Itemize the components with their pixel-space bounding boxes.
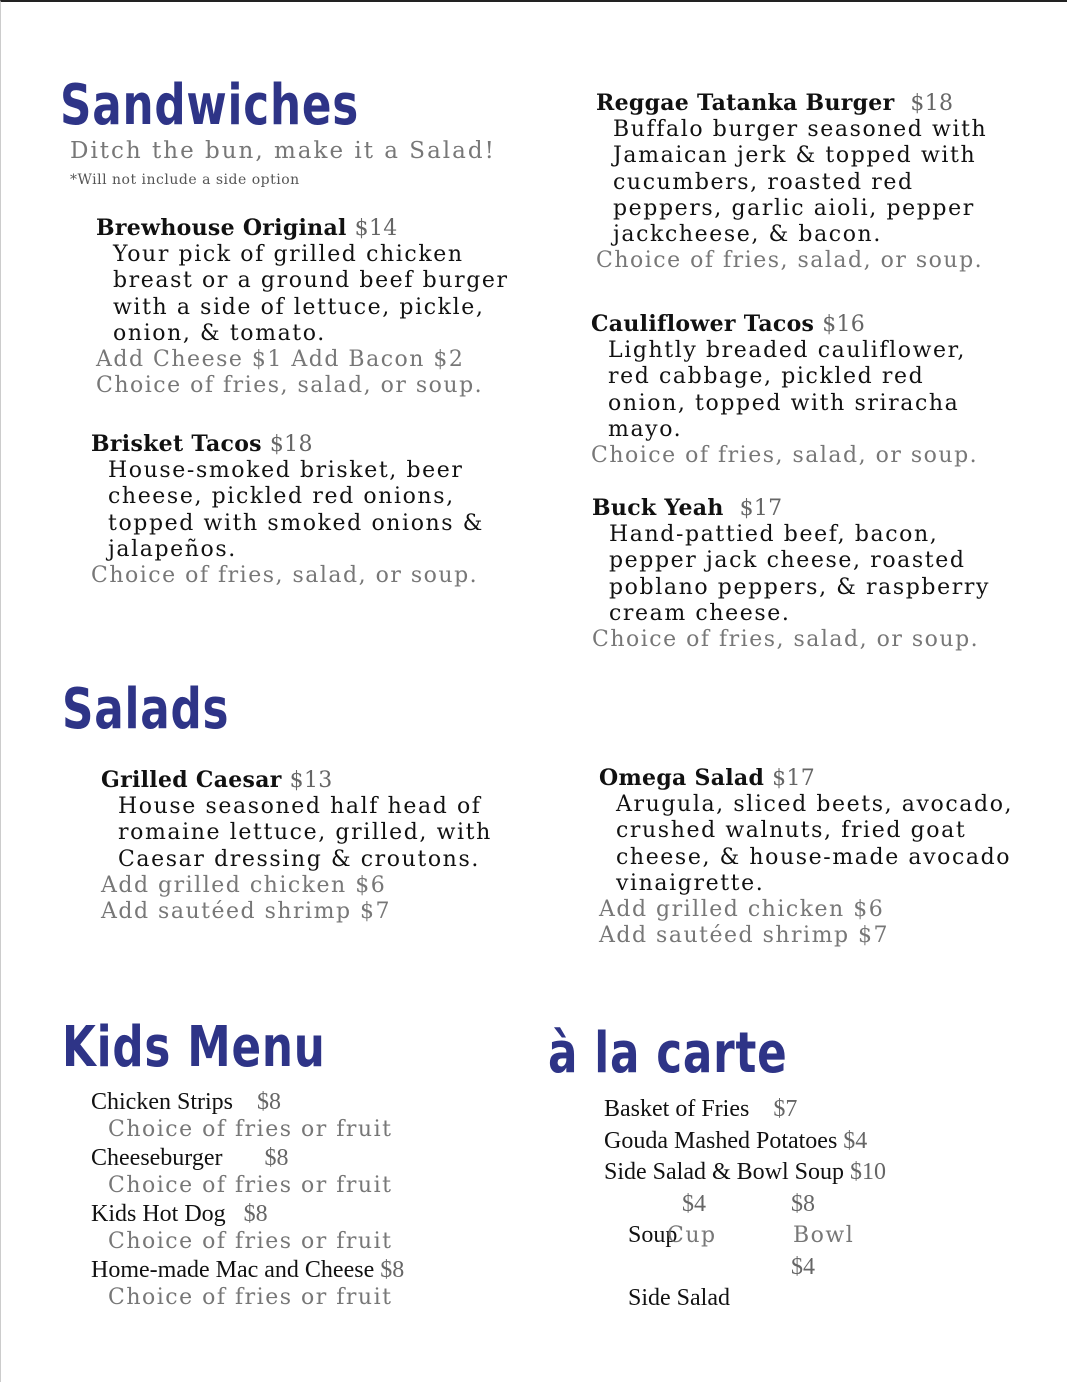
item-addon: Add sautéed shrimp $7 bbox=[599, 923, 890, 949]
item-side-choice: Choice of fries, salad, or soup. bbox=[96, 373, 484, 399]
item-side-choice: Choice of fries, salad, or soup. bbox=[592, 627, 980, 653]
item-addons: Add Cheese $1 Add Bacon $2 bbox=[96, 347, 465, 373]
description-line: cream cheese. bbox=[609, 600, 791, 626]
soup-bowl-label: Bowl bbox=[793, 1223, 855, 1248]
description-line: Buffalo burger seasoned with bbox=[613, 117, 988, 142]
description-line: cheese, pickled red onions, bbox=[108, 484, 455, 510]
soup-bowl-price: $8 bbox=[791, 1190, 815, 1217]
kids-item-title bbox=[91, 1088, 404, 1116]
item-side-choice: Choice of fries, salad, or soup. bbox=[596, 248, 984, 274]
soup-size-labels bbox=[604, 1220, 886, 1252]
item-price: $14 bbox=[354, 216, 398, 241]
item-description bbox=[96, 242, 509, 347]
item-title bbox=[591, 311, 978, 338]
salads-heading: Salads bbox=[62, 677, 230, 742]
item-addon: Add sautéed shrimp $7 bbox=[101, 898, 392, 924]
description-line: red cabbage, pickled red bbox=[608, 364, 925, 390]
item-side-choice: Choice of fries, salad, or soup. bbox=[591, 443, 979, 469]
description-line: cucumbers, roasted red bbox=[613, 169, 914, 195]
item-description bbox=[596, 117, 987, 248]
soup-cup-price: $4 bbox=[682, 1190, 706, 1217]
kids-item-chicken-strips bbox=[91, 1088, 404, 1144]
description-line: breast or a ground beef burger bbox=[113, 268, 509, 294]
kids-item-name: Home-made Mac and Cheese bbox=[91, 1257, 375, 1283]
item-title bbox=[596, 90, 987, 117]
kids-item-choice: Choice of fries or fruit bbox=[108, 1229, 393, 1254]
kids-menu-heading: Kids Menu bbox=[62, 1015, 326, 1080]
item-price: $18 bbox=[269, 432, 313, 457]
description-line: jackcheese, & bacon. bbox=[613, 222, 882, 248]
item-addon: Add grilled chicken $6 bbox=[599, 897, 885, 923]
kids-item-choice: Choice of fries or fruit bbox=[108, 1117, 393, 1142]
carte-item-name: Gouda Mashed Potatoes bbox=[604, 1127, 838, 1154]
item-description bbox=[591, 338, 978, 443]
item-description bbox=[599, 792, 1013, 897]
menu-item-buck-yeah bbox=[592, 495, 990, 653]
kids-item-name: Chicken Strips bbox=[91, 1089, 233, 1115]
item-addon: Add grilled chicken $6 bbox=[101, 872, 387, 898]
item-title bbox=[599, 765, 1013, 792]
kids-item-mac-and-cheese bbox=[91, 1256, 404, 1312]
item-name: Reggae Tatanka Burger bbox=[596, 90, 895, 116]
menu-item-omega-salad bbox=[599, 765, 1013, 949]
item-price: $13 bbox=[289, 768, 333, 793]
carte-item-gouda bbox=[604, 1126, 886, 1158]
item-title bbox=[91, 431, 484, 458]
kids-item-price: $8 bbox=[243, 1201, 268, 1227]
carte-item-fries bbox=[604, 1094, 886, 1126]
carte-item-name: Basket of Fries bbox=[604, 1096, 750, 1122]
description-line: pepper jack cheese, roasted bbox=[609, 548, 966, 574]
item-description bbox=[91, 458, 484, 563]
item-title bbox=[96, 215, 509, 242]
item-name: Grilled Caesar bbox=[101, 767, 282, 793]
item-price: $17 bbox=[772, 766, 816, 791]
description-line: poblano peppers, & raspberry bbox=[609, 574, 990, 600]
description-line: Lightly breaded cauliflower, bbox=[608, 338, 966, 363]
carte-item-name: Soup bbox=[628, 1222, 678, 1248]
description-line: cheese, & house-made avocado bbox=[616, 844, 1012, 870]
kids-item-hot-dog bbox=[91, 1200, 404, 1256]
kids-item-choice: Choice of fries or fruit bbox=[108, 1173, 393, 1198]
item-price: $17 bbox=[739, 496, 783, 521]
kids-item-title bbox=[91, 1200, 404, 1228]
description-line: Hand-pattied beef, bacon, bbox=[609, 522, 939, 547]
carte-item-combo bbox=[604, 1157, 886, 1189]
description-line: peppers, garlic aioli, pepper bbox=[613, 195, 975, 221]
item-description bbox=[101, 794, 492, 873]
item-name: Cauliflower Tacos bbox=[591, 311, 815, 337]
description-line: onion, topped with sriracha bbox=[608, 390, 960, 416]
description-line: with a side of lettuce, pickle, bbox=[113, 294, 485, 320]
carte-item-name: Side Salad bbox=[628, 1285, 730, 1311]
description-line: crushed walnuts, fried goat bbox=[616, 818, 967, 844]
description-line: jalapeños. bbox=[108, 536, 237, 562]
description-line: mayo. bbox=[608, 416, 683, 442]
item-name: Buck Yeah bbox=[592, 495, 724, 521]
kids-item-title bbox=[91, 1256, 404, 1284]
carte-item-price: $4 bbox=[791, 1253, 815, 1280]
kids-item-choice: Choice of fries or fruit bbox=[108, 1285, 393, 1310]
menu-item-reggae-tatanka-burger bbox=[596, 90, 987, 274]
description-line: romaine lettuce, grilled, with bbox=[118, 820, 492, 846]
item-description bbox=[592, 522, 990, 627]
item-side-choice: Choice of fries, salad, or soup. bbox=[91, 563, 479, 589]
kids-menu-list bbox=[91, 1088, 404, 1312]
kids-item-price: $8 bbox=[264, 1145, 289, 1171]
item-price: $18 bbox=[910, 91, 954, 116]
a-la-carte-list bbox=[604, 1094, 887, 1311]
carte-item-price: $7 bbox=[773, 1096, 798, 1122]
menu-item-cauliflower-tacos bbox=[591, 311, 978, 469]
item-title bbox=[101, 767, 492, 794]
kids-item-price: $8 bbox=[257, 1089, 281, 1115]
kids-item-cheeseburger bbox=[91, 1144, 404, 1200]
item-title bbox=[592, 495, 990, 522]
description-line: topped with smoked onions & bbox=[108, 510, 484, 536]
item-name: Omega Salad bbox=[599, 765, 765, 791]
sandwiches-subheading: Ditch the bun, make it a Salad! bbox=[70, 138, 496, 164]
carte-item-name: Side Salad & Bowl Soup bbox=[604, 1159, 845, 1185]
sandwiches-heading: Sandwiches bbox=[60, 73, 360, 138]
description-line: Arugula, sliced beets, avocado, bbox=[616, 792, 1014, 817]
item-name: Brewhouse Original bbox=[96, 215, 347, 241]
soup-cup-label: Cup bbox=[667, 1223, 717, 1248]
item-name: Brisket Tacos bbox=[91, 431, 262, 457]
menu-item-grilled-caesar bbox=[101, 767, 492, 925]
sandwiches-note: *Will not include a side option bbox=[70, 172, 300, 188]
item-price: $16 bbox=[822, 312, 866, 337]
description-line: Your pick of grilled chicken bbox=[113, 242, 464, 267]
description-line: Caesar dressing & croutons. bbox=[118, 846, 480, 872]
description-line: Jamaican jerk & topped with bbox=[613, 143, 977, 169]
description-line: vinaigrette. bbox=[616, 870, 765, 896]
a-la-carte-heading: à la carte bbox=[548, 1021, 788, 1086]
description-line: House seasoned half head of bbox=[118, 794, 482, 819]
carte-item-side-salad bbox=[604, 1252, 886, 1311]
carte-item-price: $10 bbox=[850, 1159, 887, 1185]
kids-item-price: $8 bbox=[380, 1257, 405, 1283]
menu-item-brisket-tacos bbox=[91, 431, 484, 589]
menu-item-brewhouse-original bbox=[96, 215, 509, 399]
kids-item-name: Cheeseburger bbox=[91, 1145, 223, 1171]
description-line: onion, & tomato. bbox=[113, 320, 326, 346]
carte-item-price: $4 bbox=[843, 1127, 868, 1154]
description-line: House-smoked brisket, beer bbox=[108, 458, 464, 483]
kids-item-name: Kids Hot Dog bbox=[91, 1201, 226, 1227]
kids-item-title bbox=[91, 1144, 404, 1172]
